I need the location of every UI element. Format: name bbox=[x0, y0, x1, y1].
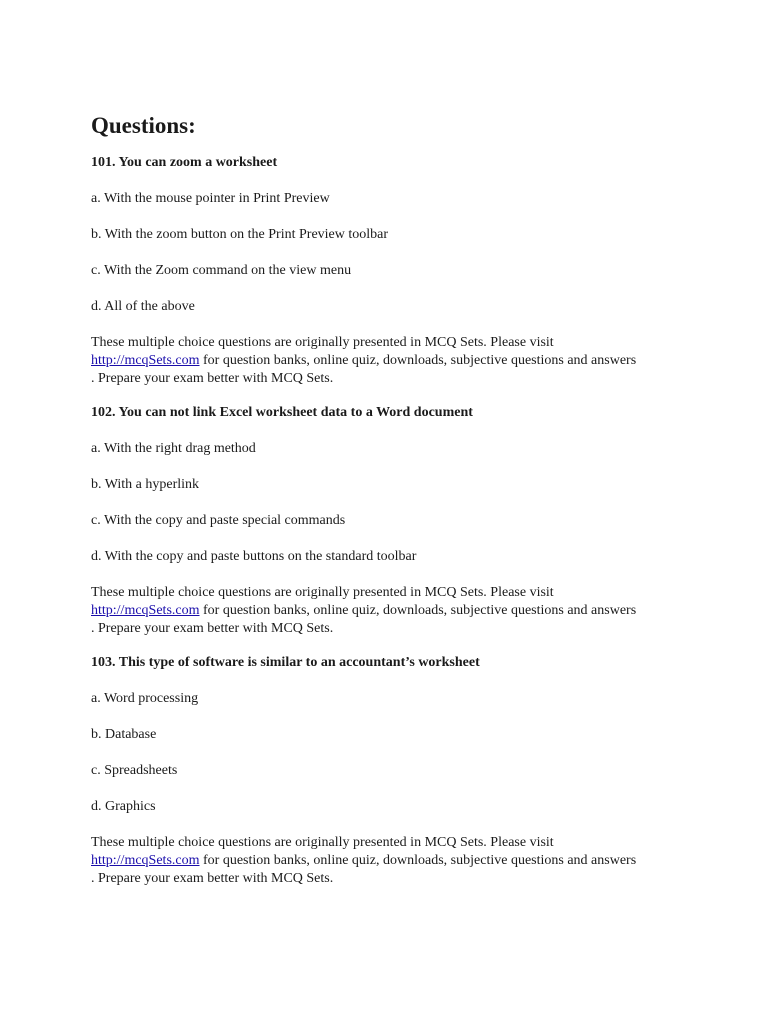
mcqsets-link[interactable]: http://mcqSets.com bbox=[91, 603, 200, 618]
note-text-end: . Prepare your exam better with MCQ Sets. bbox=[91, 621, 334, 636]
source-note bbox=[91, 334, 691, 388]
option-a: a. Word processing bbox=[91, 691, 199, 706]
option-a: a. With the right drag method bbox=[91, 441, 256, 456]
option-d: d. All of the above bbox=[91, 299, 195, 314]
option-b: b. With a hyperlink bbox=[91, 477, 200, 492]
mcqsets-link[interactable]: http://mcqSets.com bbox=[91, 353, 200, 368]
note-text: These multiple choice questions are originally presented in MCQ Sets. Please visit bbox=[91, 585, 554, 600]
page-heading: Questions: bbox=[91, 113, 196, 138]
option-a: a. With the mouse pointer in Print Preview bbox=[91, 191, 330, 206]
option-d: d. Graphics bbox=[91, 799, 156, 814]
mcqsets-link[interactable]: http://mcqSets.com bbox=[91, 853, 200, 868]
source-note bbox=[91, 584, 691, 638]
source-note bbox=[91, 834, 691, 888]
question-text: 101. You can zoom a worksheet bbox=[91, 155, 278, 170]
note-text-continued: for question banks, online quiz, downloads, subjective questions and answers bbox=[199, 353, 637, 368]
note-text-end: . Prepare your exam better with MCQ Sets. bbox=[91, 871, 334, 886]
question-block-103 bbox=[91, 654, 691, 888]
note-text-continued: for question banks, online quiz, downloads, subjective questions and answers bbox=[199, 853, 637, 868]
note-text: These multiple choice questions are originally presented in MCQ Sets. Please visit bbox=[91, 835, 554, 850]
option-c: c. With the Zoom command on the view menu bbox=[91, 263, 352, 278]
option-c: c. With the copy and paste special commands bbox=[91, 513, 346, 528]
option-b: b. With the zoom button on the Print Preview toolbar bbox=[91, 227, 389, 242]
question-block-102 bbox=[91, 404, 691, 638]
question-text: 103. This type of software is similar to an accountant’s worksheet bbox=[91, 655, 480, 670]
option-b: b. Database bbox=[91, 727, 157, 742]
question-block-101 bbox=[91, 154, 691, 388]
option-d: d. With the copy and paste buttons on the standard toolbar bbox=[91, 549, 417, 564]
option-c: c. Spreadsheets bbox=[91, 763, 178, 778]
note-text-continued: for question banks, online quiz, downloads, subjective questions and answers bbox=[199, 603, 637, 618]
note-text: These multiple choice questions are originally presented in MCQ Sets. Please visit bbox=[91, 335, 554, 350]
note-text-end: . Prepare your exam better with MCQ Sets. bbox=[91, 371, 334, 386]
document-page bbox=[91, 112, 691, 904]
question-text: 102. You can not link Excel worksheet data to a Word document bbox=[91, 405, 473, 420]
